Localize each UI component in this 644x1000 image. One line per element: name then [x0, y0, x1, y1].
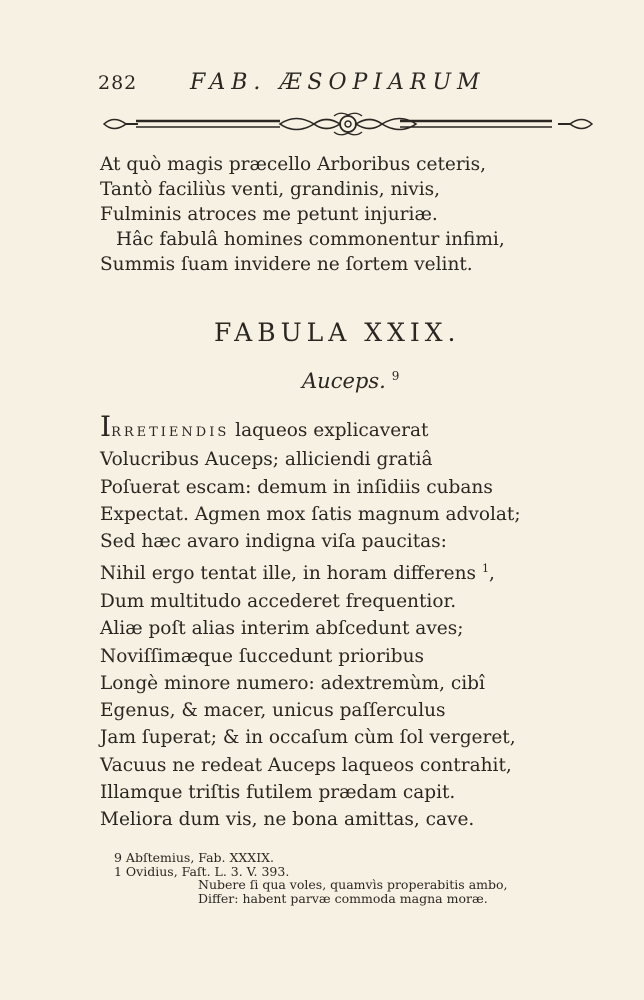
verse-line: Noviſſimæque ſuccedunt prioribus	[100, 645, 424, 667]
footnote: 1 Ovidius, Faſt. L. 3. V. 393.	[114, 863, 290, 879]
verse-line: Sed hæc avaro indigna viſa paucitas:	[100, 531, 447, 553]
verse-line-text: Nihil ergo tentat ille, in horam differens	[100, 563, 477, 585]
footnotes	[114, 851, 508, 905]
verse-line: Poſuerat escam: demum in inſidiis cubans	[100, 476, 493, 498]
small-caps-word: RRETIENDIS	[111, 425, 230, 440]
footnote: 9 Abſtemius, Fab. XXXIX.	[114, 850, 274, 865]
verse-line: Egenus, & macer, unicus paſſerculus	[100, 700, 446, 722]
note-marker: 1	[481, 562, 489, 576]
footnote-quote-line: Nubere ſi qua voles, quamvìs properabitis ambo,	[198, 877, 508, 892]
running-title: FAB. ÆSOPIARUM	[190, 70, 486, 95]
page-header	[98, 72, 518, 102]
verse-line: Jam ſuperat; & in occaſum cùm ſol vergeret,	[100, 727, 516, 749]
verse-line: Illamque triſtis futilem prædam capit.	[100, 782, 456, 804]
preceding-verse	[100, 152, 505, 277]
verse-line-end: ,	[488, 563, 495, 585]
verse-line: Tantò faciliùs venti, grandinis, nivis,	[100, 179, 441, 200]
first-line-text: laqueos explicaverat	[229, 420, 429, 441]
floral-rule-ornament	[100, 111, 596, 139]
subtitle-note-marker: 9	[391, 369, 400, 383]
verse-line: Dum multitudo accederet frequentior.	[100, 590, 457, 612]
verse-line: Meliora dum vis, ne bona amittas, cave.	[100, 809, 475, 831]
page-number: 282	[98, 72, 138, 94]
verse-line: Volucribus Auceps; alliciendi gratiâ	[100, 449, 433, 471]
subtitle-text: Auceps.	[302, 369, 386, 393]
verse-line: Fulminis atroces me petunt injuriæ.	[100, 204, 438, 225]
fable-subtitle	[302, 369, 399, 393]
fable-title: FABULA XXIX.	[214, 318, 461, 347]
verse-line: Aliæ poſt alias interim abſcedunt aves;	[100, 618, 464, 640]
verse-line: Hâc fabulâ homines commonentur infimi,	[116, 229, 505, 250]
verse-line-with-note	[100, 555, 521, 587]
verse-line: Summis ſuam invidere ne ſortem velint.	[100, 254, 473, 275]
verse-line: Vacuus ne redeat Auceps laqueos contrahit,	[100, 754, 512, 776]
footnote-quote-line: Differ: habent parvæ commoda magna moræ.	[198, 890, 488, 906]
verse-line-first	[100, 410, 521, 446]
fable-verse	[100, 410, 521, 834]
drop-cap: I	[100, 410, 112, 443]
verse-line: Longè minore numero: adextremùm, cibî	[100, 672, 485, 694]
verse-line: Expectat. Agmen mox ſatis magnum advolat;	[100, 503, 521, 525]
verse-line: At quò magis præcello Arboribus ceteris,	[100, 154, 486, 175]
